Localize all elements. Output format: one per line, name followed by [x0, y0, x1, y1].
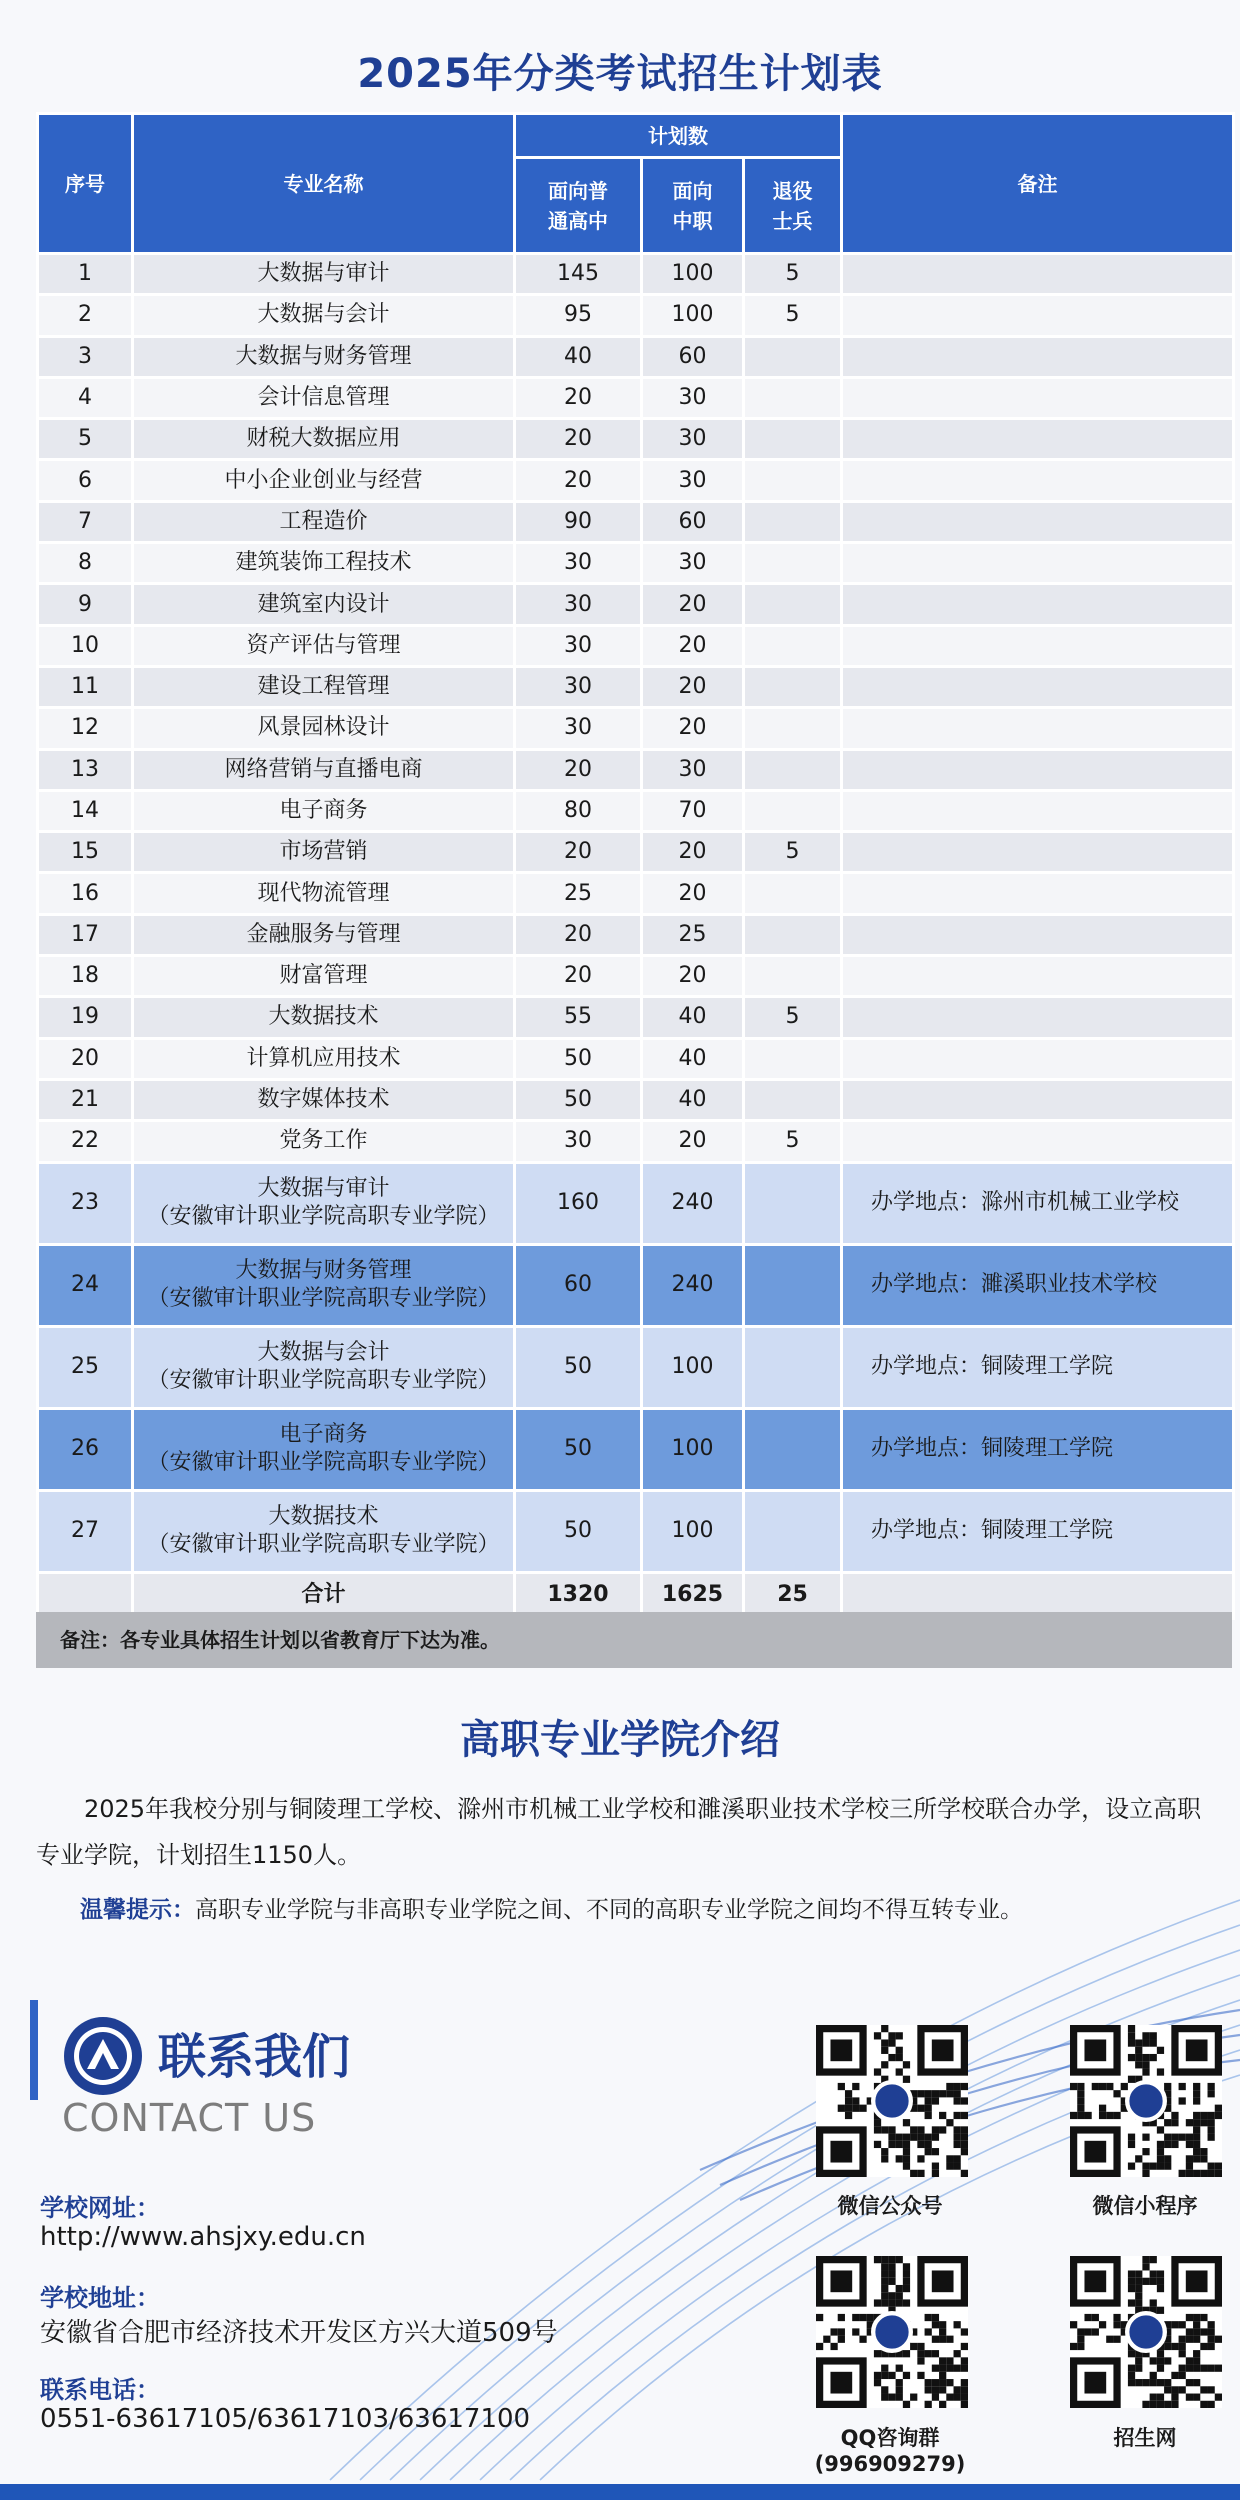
cell-veteran	[744, 749, 842, 790]
website-link[interactable]: http://www.ahsjxy.edu.cn	[40, 2222, 366, 2252]
table-row	[38, 419, 1234, 460]
header-plan-group: 计划数	[515, 114, 842, 158]
cell-major: 工程造价	[133, 501, 515, 542]
cell-veteran	[744, 790, 842, 831]
cell-general: 30	[515, 584, 642, 625]
cell-remark	[842, 254, 1234, 295]
cell-general: 30	[515, 708, 642, 749]
table-row-partner	[38, 1490, 1234, 1572]
cell-vocational: 100	[642, 295, 744, 336]
cell-remark	[842, 336, 1234, 377]
cell-veteran	[744, 1490, 842, 1572]
table-row-partner	[38, 1244, 1234, 1326]
table-row	[38, 1121, 1234, 1162]
cell-major: 建筑装饰工程技术	[133, 543, 515, 584]
page-title: 2025年分类考试招生计划表	[357, 51, 883, 97]
cell-major: 现代物流管理	[133, 873, 515, 914]
enrollment-plan-table	[36, 112, 1235, 1620]
cell-major: 财税大数据应用	[133, 419, 515, 460]
cell-remark	[842, 708, 1234, 749]
table-body	[38, 254, 1234, 1619]
cell-vocational: 60	[642, 501, 744, 542]
cell-general: 50	[515, 1408, 642, 1490]
cell-index: 24	[38, 1244, 133, 1326]
cell-major: 金融服务与管理	[133, 914, 515, 955]
cell-vocational: 40	[642, 1038, 744, 1079]
partner-school: （安徽审计职业学院高职专业学院）	[147, 1204, 500, 1230]
cell-general: 20	[515, 749, 642, 790]
cell-general: 40	[515, 336, 642, 377]
cell-general: 160	[515, 1162, 642, 1244]
cell-remark	[842, 666, 1234, 707]
cell-general: 30	[515, 543, 642, 584]
partner-school: （安徽审计职业学院高职专业学院）	[147, 1450, 500, 1476]
cell-general: 20	[515, 832, 642, 873]
qq-group-number: (996909279)	[814, 2452, 966, 2476]
cell-veteran: 5	[744, 832, 842, 873]
cell-remark	[842, 1038, 1234, 1079]
cell-major: 资产评估与管理	[133, 625, 515, 666]
cell-veteran	[744, 914, 842, 955]
cell-vocational: 240	[642, 1162, 744, 1244]
contact-accent-bar	[30, 2000, 38, 2100]
cell-vocational: 240	[642, 1244, 744, 1326]
table-row	[38, 873, 1234, 914]
cell-major: 电子商务	[133, 790, 515, 831]
cell-vocational: 40	[642, 1079, 744, 1120]
cell-index: 13	[38, 749, 133, 790]
cell-index: 17	[38, 914, 133, 955]
cell-remark	[842, 460, 1234, 501]
cell-vocational: 20	[642, 873, 744, 914]
cell-vocational: 30	[642, 377, 744, 418]
table-row	[38, 708, 1234, 749]
table-row	[38, 956, 1234, 997]
qr-code-wechat-account[interactable]	[816, 2025, 968, 2177]
cell-remark	[842, 997, 1234, 1038]
cell-vocational: 20	[642, 625, 744, 666]
cell-major	[133, 1244, 515, 1326]
cell-index: 26	[38, 1408, 133, 1490]
cell-veteran	[744, 625, 842, 666]
header-major: 专业名称	[133, 114, 515, 254]
cell-index: 15	[38, 832, 133, 873]
cell-vocational: 20	[642, 956, 744, 997]
header-veteran: 退役士兵	[744, 158, 842, 254]
cell-major	[133, 1490, 515, 1572]
cell-major: 大数据与会计	[133, 295, 515, 336]
cell-general: 60	[515, 1244, 642, 1326]
qr-code-admissions-site[interactable]	[1070, 2256, 1222, 2408]
cell-index: 23	[38, 1162, 133, 1244]
cell-remark	[842, 873, 1234, 914]
partner-school: （安徽审计职业学院高职专业学院）	[147, 1368, 500, 1394]
cell-vocational: 20	[642, 584, 744, 625]
tip-label: 温馨提示：	[80, 1897, 195, 1923]
cell-vocational: 20	[642, 1121, 744, 1162]
cell-index: 6	[38, 460, 133, 501]
address-label: 学校地址：	[40, 2284, 160, 2312]
cell-veteran	[744, 543, 842, 584]
qr-label-qq-group: QQ咨询群	[840, 2426, 940, 2450]
cell-major	[133, 1162, 515, 1244]
cell-vocational: 100	[642, 1490, 744, 1572]
cell-veteran: 5	[744, 1121, 842, 1162]
cell-general: 20	[515, 914, 642, 955]
table-row	[38, 832, 1234, 873]
cell-vocational: 40	[642, 997, 744, 1038]
cell-index: 8	[38, 543, 133, 584]
cell-veteran	[744, 584, 842, 625]
cell-remark	[842, 419, 1234, 460]
cell-veteran	[744, 1038, 842, 1079]
table-row	[38, 377, 1234, 418]
intro-body: 2025年我校分别与铜陵理工学校、滁州市机械工业学校和濉溪职业技术学校三所学校联合办学，设立高职专业学院，计划招生1150人。	[36, 1795, 1202, 1869]
cell-general: 20	[515, 460, 642, 501]
cell-index: 12	[38, 708, 133, 749]
table-note: 备注：各专业具体招生计划以省教育厅下达为准。	[36, 1612, 1232, 1668]
cell-vocational: 30	[642, 543, 744, 584]
total-general: 1320	[515, 1572, 642, 1618]
qr-code-qq-group[interactable]	[816, 2256, 968, 2408]
cell-index: 10	[38, 625, 133, 666]
cell-veteran	[744, 666, 842, 707]
cell-index: 3	[38, 336, 133, 377]
cell-vocational: 70	[642, 790, 744, 831]
cell-index: 21	[38, 1079, 133, 1120]
cell-major: 网络营销与直播电商	[133, 749, 515, 790]
cell-general: 50	[515, 1326, 642, 1408]
cell-index: 20	[38, 1038, 133, 1079]
cell-general: 95	[515, 295, 642, 336]
cell-general: 50	[515, 1490, 642, 1572]
table-row	[38, 625, 1234, 666]
cell-general: 20	[515, 377, 642, 418]
cell-remark	[842, 501, 1234, 542]
cell-general: 80	[515, 790, 642, 831]
cell-remark	[842, 1079, 1234, 1120]
total-veteran: 25	[744, 1572, 842, 1618]
cell-remark	[842, 790, 1234, 831]
cell-index: 11	[38, 666, 133, 707]
cell-remark	[842, 625, 1234, 666]
table-row	[38, 997, 1234, 1038]
cell-remark	[842, 832, 1234, 873]
table-row-partner	[38, 1408, 1234, 1490]
cell-remark: 办学地点：铜陵理工学院	[842, 1326, 1234, 1408]
cell-index: 27	[38, 1490, 133, 1572]
table-row	[38, 295, 1234, 336]
cell-general: 25	[515, 873, 642, 914]
cell-veteran	[744, 460, 842, 501]
warm-tip	[80, 1890, 1220, 1930]
cell-major: 建设工程管理	[133, 666, 515, 707]
cell-veteran: 5	[744, 295, 842, 336]
cell-general: 50	[515, 1079, 642, 1120]
phone-label: 联系电话：	[40, 2376, 160, 2404]
cell-general: 20	[515, 419, 642, 460]
cell-vocational: 100	[642, 1326, 744, 1408]
major-name: 大数据与审计	[257, 1176, 390, 1202]
cell-index: 18	[38, 956, 133, 997]
cell-remark	[842, 295, 1234, 336]
cell-index: 14	[38, 790, 133, 831]
table-row	[38, 790, 1234, 831]
cell-major: 党务工作	[133, 1121, 515, 1162]
cell-vocational: 20	[642, 666, 744, 707]
table-row-partner	[38, 1326, 1234, 1408]
cell-vocational: 25	[642, 914, 744, 955]
cell-major: 建筑室内设计	[133, 584, 515, 625]
major-name: 大数据与会计	[257, 1340, 390, 1366]
cell-remark: 办学地点：铜陵理工学院	[842, 1490, 1234, 1572]
intro-title: 高职专业学院介绍	[460, 1717, 780, 1763]
total-label: 合计	[133, 1572, 515, 1618]
table-row	[38, 584, 1234, 625]
total-vocational: 1625	[642, 1572, 744, 1618]
partner-school: （安徽审计职业学院高职专业学院）	[147, 1286, 500, 1312]
qr-label-admissions-site: 招生网	[1113, 2426, 1177, 2450]
cell-major: 大数据与审计	[133, 254, 515, 295]
major-name: 大数据与财务管理	[235, 1258, 412, 1284]
cell-general: 30	[515, 666, 642, 707]
cell-general: 30	[515, 1121, 642, 1162]
cell-index: 5	[38, 419, 133, 460]
cell-major: 市场营销	[133, 832, 515, 873]
cell-remark	[842, 956, 1234, 997]
cell-remark: 办学地点：滁州市机械工业学校	[842, 1162, 1234, 1244]
cell-vocational: 60	[642, 336, 744, 377]
cell-major: 大数据技术	[133, 997, 515, 1038]
cell-major	[133, 1326, 515, 1408]
contact-title-en: CONTACT US	[62, 2096, 317, 2140]
address-value: 安徽省合肥市经济技术开发区方兴大道509号	[40, 2318, 558, 2348]
cell-major: 大数据与财务管理	[133, 336, 515, 377]
cell-remark: 办学地点：铜陵理工学院	[842, 1408, 1234, 1490]
cell-vocational: 30	[642, 419, 744, 460]
cell-general: 30	[515, 625, 642, 666]
table-row	[38, 914, 1234, 955]
cell-veteran	[744, 336, 842, 377]
tip-text: 高职专业学院与非高职专业学院之间、不同的高职专业学院之间均不得互转专业。	[195, 1897, 1023, 1923]
table-row	[38, 749, 1234, 790]
cell-major: 中小企业创业与经营	[133, 460, 515, 501]
table-row	[38, 543, 1234, 584]
cell-vocational: 30	[642, 749, 744, 790]
cell-remark	[842, 543, 1234, 584]
cell-veteran	[744, 1244, 842, 1326]
partner-school: （安徽审计职业学院高职专业学院）	[147, 1532, 500, 1558]
cell-major: 数字媒体技术	[133, 1079, 515, 1120]
cell-general: 55	[515, 997, 642, 1038]
cell-index: 4	[38, 377, 133, 418]
decorative-curves	[0, 1840, 1240, 2500]
cell-remark: 办学地点：濉溪职业技术学校	[842, 1244, 1234, 1326]
qr-code-wechat-miniprogram[interactable]	[1070, 2025, 1222, 2177]
table-row	[38, 1079, 1234, 1120]
cell-index: 16	[38, 873, 133, 914]
table-row	[38, 1038, 1234, 1079]
cell-major	[133, 1408, 515, 1490]
table-row	[38, 254, 1234, 295]
cell-index: 1	[38, 254, 133, 295]
header-index: 序号	[38, 114, 133, 254]
cell-veteran	[744, 1079, 842, 1120]
cell-veteran	[744, 873, 842, 914]
cell-remark	[842, 749, 1234, 790]
cell-veteran	[744, 419, 842, 460]
cell-vocational: 30	[642, 460, 744, 501]
header-remark: 备注	[842, 114, 1234, 254]
cell-major: 风景园林设计	[133, 708, 515, 749]
cell-vocational: 20	[642, 708, 744, 749]
cell-vocational: 100	[642, 254, 744, 295]
phone-value: 0551-63617105/63617103/63617100	[40, 2404, 531, 2434]
cell-major: 财富管理	[133, 956, 515, 997]
cell-general: 50	[515, 1038, 642, 1079]
table-row	[38, 460, 1234, 501]
contact-title-cn: 联系我们	[158, 2029, 351, 2085]
cell-general: 90	[515, 501, 642, 542]
cell-veteran	[744, 1326, 842, 1408]
major-name: 大数据技术	[268, 1504, 379, 1530]
website-label: 学校网址：	[40, 2194, 160, 2222]
cell-veteran: 5	[744, 254, 842, 295]
bottom-bar	[0, 2484, 1240, 2500]
cell-index: 22	[38, 1121, 133, 1162]
table-row-partner	[38, 1162, 1234, 1244]
header-vocational: 面向中职	[642, 158, 744, 254]
header-general: 面向普通高中	[515, 158, 642, 254]
cell-veteran	[744, 1408, 842, 1490]
table-row	[38, 666, 1234, 707]
cell-veteran	[744, 956, 842, 997]
cell-remark	[842, 377, 1234, 418]
cell-veteran: 5	[744, 997, 842, 1038]
cell-remark	[842, 1121, 1234, 1162]
cell-veteran	[744, 708, 842, 749]
table-row	[38, 501, 1234, 542]
school-logo-icon	[62, 2015, 144, 2097]
cell-general: 145	[515, 254, 642, 295]
cell-veteran	[744, 1162, 842, 1244]
cell-vocational: 100	[642, 1408, 744, 1490]
major-name: 电子商务	[279, 1422, 368, 1448]
cell-index: 19	[38, 997, 133, 1038]
cell-major: 会计信息管理	[133, 377, 515, 418]
cell-index: 7	[38, 501, 133, 542]
cell-major: 计算机应用技术	[133, 1038, 515, 1079]
cell-veteran	[744, 377, 842, 418]
cell-index: 2	[38, 295, 133, 336]
qr-label-wechat-miniprogram: 微信小程序	[1092, 2194, 1198, 2218]
table-row	[38, 336, 1234, 377]
cell-vocational: 20	[642, 832, 744, 873]
qr-label-wechat-account: 微信公众号	[837, 2194, 943, 2218]
cell-general: 20	[515, 956, 642, 997]
cell-remark	[842, 584, 1234, 625]
cell-remark	[842, 914, 1234, 955]
cell-index: 9	[38, 584, 133, 625]
cell-veteran	[744, 501, 842, 542]
cell-index: 25	[38, 1326, 133, 1408]
